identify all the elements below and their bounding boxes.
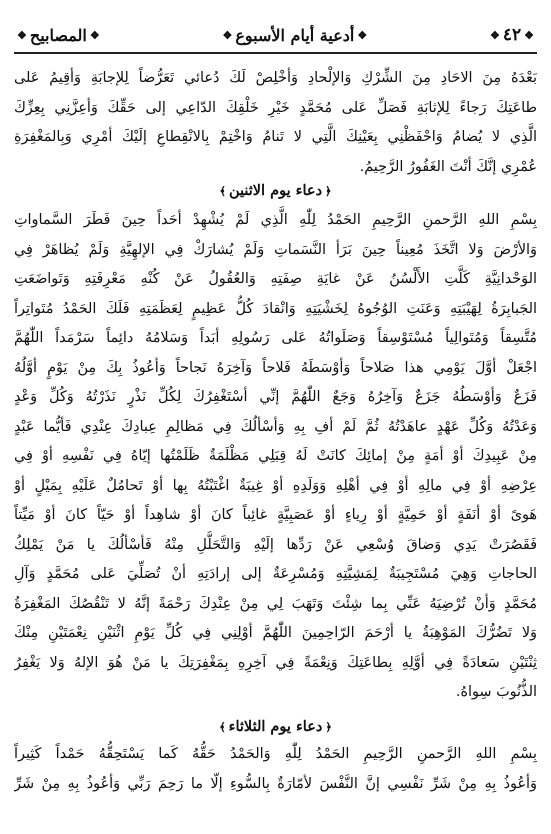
text-line: بِسْمِ اللهِ الرَّحمنِ الرَّحِيمِ الحَمْدُ لِلّٰهِ الَّذِي لَمْ يُشْهِدْ أحَداً حِينَ فَطَرَ السَّماواتِ xyxy=(14,212,537,228)
ornament-icon: ❖ xyxy=(489,28,500,42)
text-line: فَزَعٌ وَأوْسَطُهُ جَزَعٌ وَآخِرُهُ وَجَعٌ اللّٰهُمَّ إنِّي أسْتَغْفِرُكَ لِكُلِّ نَذْرٍ نَذَرْتُهُ وَكُلِّ وَعْدٍ xyxy=(14,389,537,405)
text-line: اجْعَلْ أوَّلَ يَوْمِي هذا صَلاحاً وَأوْسَطَهُ فَلاحاً وَآخِرَهُ نَجاحاً وَأعُوذُ بِكَ مِنْ يَوْمٍ أوَّلُهُ xyxy=(14,359,537,376)
text-line: الَّذِي لا يُضامُ وَاحْفَظْنِي بِعَيْنِكَ الَّتِي لا تَنامُ وَاخْتِمْ بِالانْقِطاعِ إلَيْكَ أمْرِي وَبِالمَغْفِرَةِ xyxy=(14,129,537,145)
text-line: فَقَصُرَتْ يَدِي وَضاقَ وُسْعِي عَنْ رَدِّها إلَيْهِ وَالتَّحَلُّلِ مِنْهُ فَأسْألُكَ يا مَنْ يَمْلِكُ xyxy=(14,536,537,553)
book-title-box xyxy=(14,26,103,45)
book-title: المصابيح xyxy=(29,25,87,45)
chapter-title-box xyxy=(219,26,370,45)
paragraph-block-3 xyxy=(14,740,537,799)
section-heading-text: دعاء يوم الثلاثاء xyxy=(228,718,323,735)
text-line: وَأعُوذُ بِهِ مِنْ شَرِّ نَفْسِي إنَّ النَّفْسَ لأمّارَةٌ بِالسُّوءِ إلّا ما رَحِمَ رَبِّي وَأعُوذُ بِهِ مِنْ شَرِّ xyxy=(14,775,537,792)
page-number: ٤٢ xyxy=(502,25,522,45)
text-line: بِسْمِ اللهِ الرَّحمنِ الرَّحِيمِ الحَمْدُ لِلّٰهِ وَالحَمْدُ حَقُّهُ كَما يَسْتَحِقُّهُ حَمْداً كَثِيراً xyxy=(14,746,537,762)
text-line: عِرْضِهِ أوْ فِي مالِهِ أوْ فِي أهْلِهِ وَوَلَدِهِ أوْ غِيبَةٌ اغْتَبْتُهُ بِها أوْ تَحامُلٌ عَلَيْهِ بِمَيْلٍ أوْ xyxy=(14,477,537,494)
ornament-icon: ❖ xyxy=(357,28,368,42)
ornament-icon: ﴾ xyxy=(219,185,226,198)
text-line: وَلا تَضُرُّكَ المَوْهِبَةُ يا أرْحَمَ الرّاحِمِينَ اللّٰهُمَّ أوْلِنِي فِي كُلِّ يَوْمِ اثْنَيْنِ نِعْمَتَيْنِ مِنْكَ xyxy=(14,625,537,641)
text-line: الوَحْدانِيَّةِ كَلَّتِ الأَلْسُنُ عَنْ غايَةِ صِفَتِهِ وَالعُقُولُ عَنْ كُنْهِ مَعْرِفَتِهِ وَتَواضَعَتِ xyxy=(14,271,537,287)
text-line: وَالأرْضَ وَلا اتَّخَذَ مُعِيناً حِينَ بَرَأ النَّسَماتِ وَلَمْ يُشارَكْ فِي الإلهِيَّةِ وَلَمْ يُظاهَرْ فِي xyxy=(14,241,537,258)
text-line: مُحَمَّدٍ وَأنْ تُرْضِيَهُ عَنِّي بِما شِئْتَ وَتَهَبَ لِي مِنْ عِنْدِكَ رَحْمَةً إنَّهُ لا تَنْقُصُكَ المَغْفِرَةُ xyxy=(14,595,537,612)
ornament-icon: ❖ xyxy=(17,28,27,42)
section-heading-tuesday xyxy=(0,718,551,735)
text-line: هَوىً أوْ أنَفَةٍ أوْ حَمِيَّةٍ أوْ رِياءٍ أوْ عَصَبِيَّةٍ غائِباً كانَ أوْ شاهِداً أوْ حَيّاً كانَ أوْ مَيِّتاً xyxy=(14,507,537,523)
chapter-title: أدعية أيام الأسبوع xyxy=(235,25,355,45)
ornament-icon: ❖ xyxy=(222,28,233,42)
text-line: الجَبابِرَةُ لِهَيْبَتِهِ وَعَنَتِ الوُجُوهُ لِخَشْيَتِهِ وَانْقادَ كُلُّ عَظِيمٍ لِعَظَمَتِهِ فَلَكَ الحَمْدُ مُتَواتِراً xyxy=(14,300,537,317)
page-header xyxy=(14,18,537,54)
text-line: طاعَتِكَ رَجاءً لِلإثابَةِ فَصَلِّ عَلى مُحَمَّدٍ خَيْرِ خَلْقِكَ الدّاعِي إلى حَقِّكَ وَأعِزَّنِي بِعِزِّكَ xyxy=(14,99,537,116)
text-line: وَعَدْتُهُ وَكُلِّ عَهْدٍ عاهَدْتُهُ ثُمَّ لَمْ أفِ بِهِ وَأسْألُكَ فِي مَظالِمِ عِبادِكَ عِنْدِي فَأيُّما عَبْدٍ xyxy=(14,418,537,435)
text-line: مُتَّسِقاً وَمُتَوالِياً مُسْتَوْسِقاً وَصَلَواتُهُ عَلى رَسُولِهِ أبَداً وَسَلامُهُ دائِماً سَرْمَداً اللّٰهُمَّ xyxy=(14,330,537,346)
ornament-icon: ﴾ xyxy=(219,721,226,734)
text-line: الذُّنُوبَ سِواهُ. xyxy=(455,684,537,700)
ornament-icon: ﴿ xyxy=(325,721,332,734)
page-number-box xyxy=(487,25,537,45)
section-heading-text: دعاء يوم الاثنين xyxy=(228,182,323,199)
ornament-icon: ﴿ xyxy=(325,185,332,198)
text-line: الحاجاتِ وَهِيَ مُسْتَجِيبَةٌ لِمَشِيَّتِهِ وَمُسْرِعَةٌ إلى إرادَتِهِ أنْ تُصَلِّيَ عَلى مُحَمَّدٍ وَآلِ xyxy=(14,566,537,582)
text-line: مِنْ عَبِيدِكَ أوْ أمَةٍ مِنْ إمائِكَ كانَتْ لَهُ قِبَلِي مَظْلَمَةٌ ظَلَمْتُها إيّاهُ فِي نَفْسِهِ أوْ فِي xyxy=(14,448,537,464)
ornament-icon: ❖ xyxy=(524,28,534,42)
paragraph-block-1 xyxy=(14,64,537,182)
ornament-icon: ❖ xyxy=(89,28,100,42)
section-heading-monday xyxy=(0,182,551,199)
text-line: عُمْرِي إنَّكَ أنْتَ الغَفُورُ الرَّحِيمُ. xyxy=(359,158,537,175)
paragraph-block-2 xyxy=(14,206,537,708)
text-line: ثِنْتَيْنِ سَعادَةً فِي أوَّلِهِ بِطاعَتِكَ وَنِعْمَةً فِي آخِرِهِ بِمَغْفِرَتِكَ يا مَنْ هُوَ الإلهُ وَلا يَغْفِرُ xyxy=(14,654,537,671)
text-line: بَعْدَهُ مِنَ الاحَادِ مِنَ الشِّرْكِ وَالإلْحادِ وَأخْلِصْ لَكَ دُعائي تَعَرُّضاً لِلإجابَةِ وَأقِيمُ عَلى xyxy=(14,70,537,86)
